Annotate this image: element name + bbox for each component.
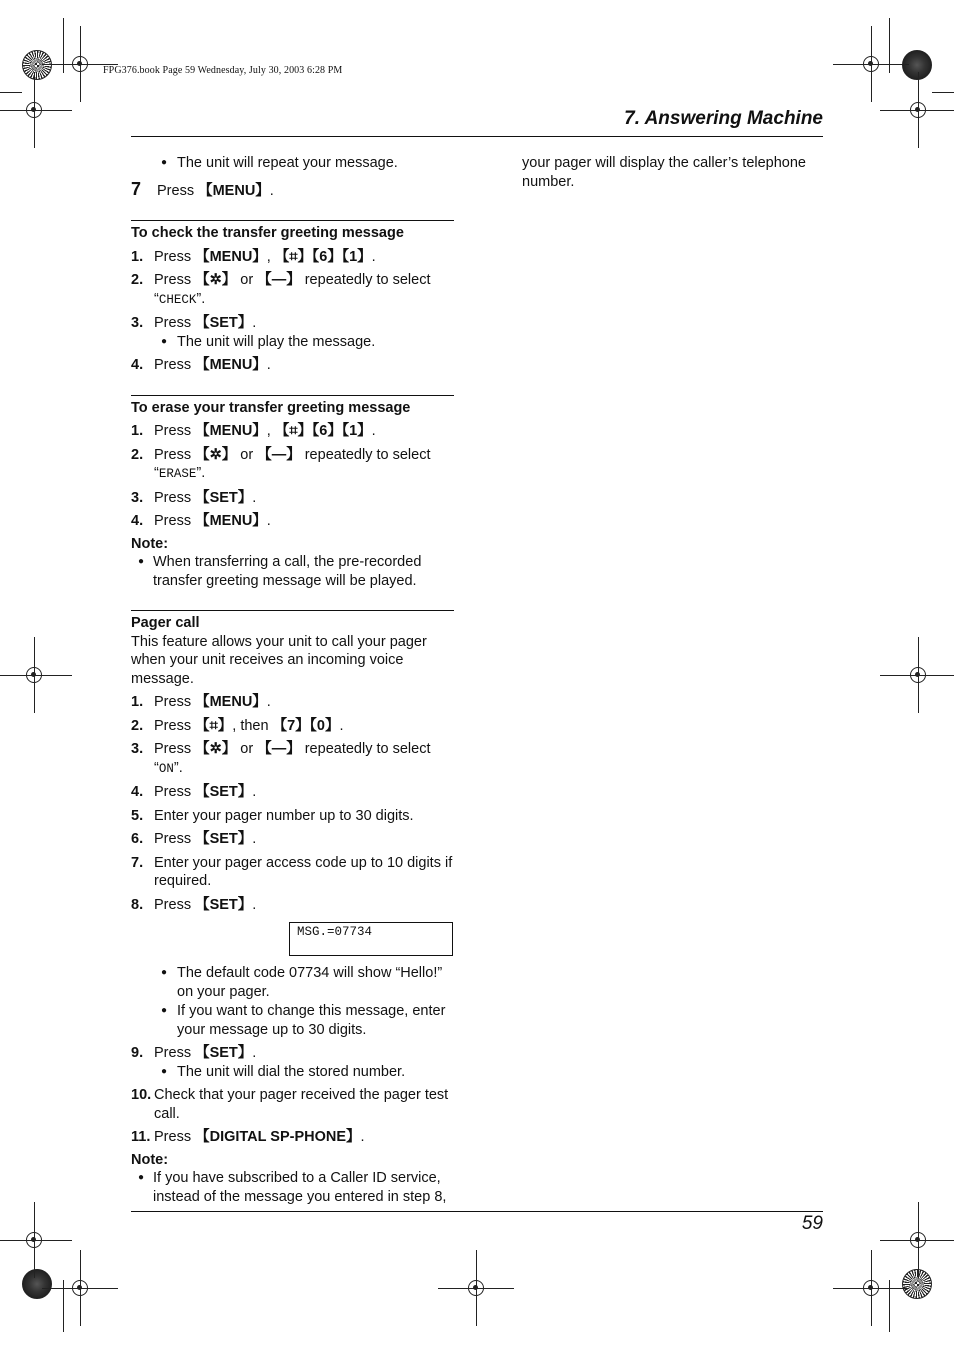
continuation-text: your pager will display the caller’s telephone number.: [522, 155, 806, 190]
step-9: 9. Press 【SET】.: [131, 1045, 257, 1061]
pager-call-section: [131, 610, 454, 1206]
note-label: Note:: [131, 1151, 169, 1168]
section-intro: This feature allows your unit to call your pager when your unit receives an incoming voice message.: [131, 633, 427, 687]
step-6: 6. Press 【SET】.: [131, 831, 257, 847]
lcd-display: MSG.=07734: [289, 922, 453, 956]
header-rule: [131, 136, 823, 137]
note-item: ● When transferring a call, the pre-recorded transfer greeting message will be played.: [138, 554, 422, 589]
display-text: ERASE: [158, 467, 197, 481]
section-heading: To check the transfer greeting message: [131, 225, 404, 241]
list-item: ● If you want to change this message, enter your message up to 30 digits.: [161, 1003, 446, 1038]
bullet-text: The unit will repeat your message.: [177, 155, 398, 171]
list-item: ● The unit will dial the stored number.: [161, 1063, 406, 1080]
registration-star-icon: [902, 50, 932, 80]
display-text: ON: [158, 761, 174, 776]
trim-line: [63, 18, 64, 73]
registration-star-icon: [22, 50, 52, 80]
page-number: 59: [801, 1213, 823, 1234]
registration-star-icon: [22, 1269, 52, 1299]
step-10: 10. Check that your pager received the pager test call.: [131, 1087, 449, 1122]
bullet-icon: ●: [161, 1005, 168, 1016]
step-4: 4. Press 【MENU】.: [131, 513, 271, 529]
bullet-icon: ●: [138, 556, 145, 567]
erase-greeting-section: [131, 395, 454, 591]
step-number: 7: [131, 178, 142, 199]
step-11: 11. Press 【DIGITAL SP-PHONE】.: [131, 1129, 365, 1145]
bullet-icon: ●: [161, 157, 168, 168]
step-2: 2. Press 【✲】 or 【—】 repeatedly to select “ERASE”.: [131, 446, 431, 481]
step-7: 7. Enter your pager access code up to 10 digits if required.: [131, 854, 453, 889]
footer-rule: [131, 1211, 823, 1212]
left-column: [131, 154, 454, 1206]
bullet-icon: ●: [161, 1065, 168, 1077]
step-3: 3. Press 【✲】 or 【—】 repeatedly to select “ON”.: [131, 741, 431, 776]
note-item: ● If you have subscribed to a Caller ID service, instead of the message you entered in step 8,: [138, 1170, 447, 1205]
section-heading: Pager call: [131, 615, 200, 631]
step-1: 1. Press 【MENU】.: [131, 694, 271, 710]
section-heading: To erase your transfer greeting message: [131, 399, 411, 416]
bullet-icon: ●: [161, 335, 168, 347]
step-8: 8. Press 【SET】.: [131, 896, 257, 913]
registration-star-icon: [902, 1269, 932, 1299]
list-item: ● The default code 07734 will show “Hello!” on your pager.: [161, 965, 443, 1000]
section-title: 7. Answering Machine: [624, 108, 823, 129]
step-3: 3. Press 【SET】.: [131, 489, 257, 506]
bullet-icon: ●: [138, 1172, 145, 1183]
check-greeting-section: [131, 220, 454, 375]
step-2: 2. Press 【⌗】, then 【7】【0】.: [131, 717, 344, 734]
step-1: 1. Press 【MENU】, 【⌗】【6】【1】.: [131, 248, 376, 265]
trim-line: [932, 92, 954, 93]
note-label: Note:: [131, 535, 169, 552]
bullet-icon: ●: [161, 967, 168, 978]
step-4: 4. Press 【MENU】.: [131, 357, 271, 373]
trim-line: [889, 18, 890, 73]
key-menu: 【MENU】: [198, 182, 270, 199]
step-5: 5. Enter your pager number up to 30 digits.: [131, 807, 414, 824]
trim-line: [889, 1280, 890, 1332]
step-4: 4. Press 【SET】.: [131, 784, 257, 800]
print-header: FPG376.book Page 59 Wednesday, July 30, 2003 6:28 PM: [103, 65, 343, 76]
right-column: [522, 154, 827, 191]
step-1: 1. Press 【MENU】, 【⌗】【6】【1】.: [131, 423, 376, 439]
step-7: 7 Press 【MENU】.: [131, 178, 274, 199]
list-item: ● The unit will play the message.: [161, 333, 376, 350]
trim-line: [63, 1280, 64, 1332]
step-3: 3. Press 【SET】.: [131, 315, 257, 331]
list-item: [154, 154, 454, 173]
step-2: 2. Press 【✲】 or 【—】 repeatedly to select “CHECK”.: [131, 272, 431, 307]
display-text: CHECK: [158, 292, 197, 307]
trim-line: [0, 92, 22, 93]
